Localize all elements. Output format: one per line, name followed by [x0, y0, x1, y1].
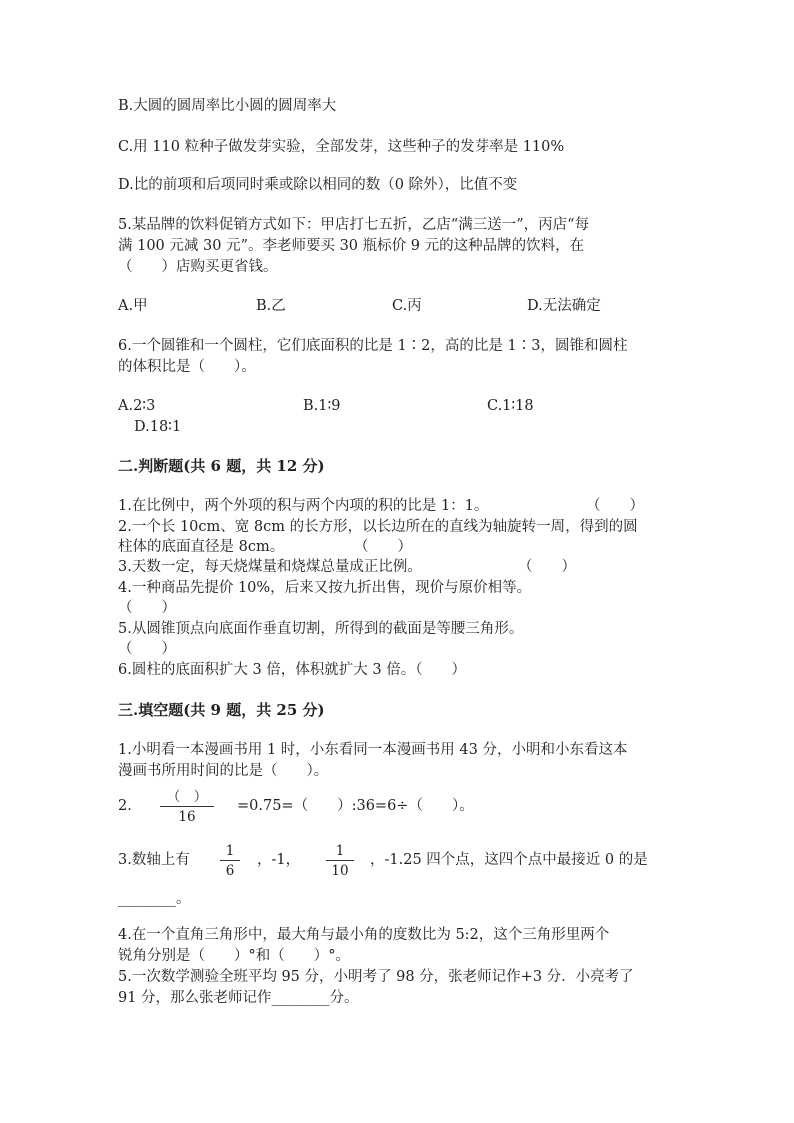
- q5-option-d: D.无法确定: [527, 298, 601, 314]
- option-d: D.比的前项和后项同时乘或除以相同的数（0 除外），比值不变: [118, 177, 518, 193]
- fill-q4-line-1: 4.在一个直角三角形中，最大角与最小角的度数比为 5:2，这个三角形里两个: [118, 927, 610, 943]
- judge-q5-answer-blank[interactable]: （ ）: [118, 641, 176, 657]
- fraction-denominator: 10: [331, 863, 349, 879]
- fill-q5-line-1: 5.一次数学测验全班平均 95 分，小明考了 98 分，张老师记作+3 分．小亮考了: [118, 969, 634, 985]
- judge-q3-answer-blank[interactable]: （ ）: [518, 559, 576, 575]
- q5-option-b: B.乙: [256, 298, 286, 314]
- fill-q3-middle-2: ，-1.25 四个点，这四个点中最接近 0 的是: [370, 852, 648, 868]
- judge-q1-answer-blank[interactable]: （ ）: [586, 498, 644, 514]
- question-5-line-2: 满 100 元减 30 元”。李老师要买 30 瓶标价 9 元的这种品牌的饮料，在: [118, 238, 585, 254]
- fill-q3-answer-blank[interactable]: ________。: [118, 891, 191, 907]
- fraction-denominator: 16: [178, 809, 196, 825]
- fill-q1-line-1: 1.小明看一本漫画书用 1 时，小东看同一本漫画书用 43 分，小明和小东看这本: [118, 742, 628, 758]
- fill-q4-line-2: 锐角分别是（ ）°和（ ）°。: [118, 948, 350, 964]
- section-heading-fill: 三.填空题(共 9 题，共 25 分): [118, 701, 325, 719]
- q6-option-b: B.1∶9: [303, 398, 341, 414]
- fill-q3-fraction-2: [326, 843, 354, 879]
- question-5-line-3: （ ）店购买更省钱。: [118, 259, 278, 275]
- judge-q2-line-2: 柱体的底面直径是 8cm。: [118, 539, 285, 555]
- fraction-denominator: 6: [225, 863, 235, 879]
- question-6-line-1: 6.一个圆锥和一个圆柱，它们底面积的比是 1∶2，高的比是 1∶3，圆锥和圆柱: [118, 338, 628, 354]
- fill-q3-fraction-1: [220, 843, 240, 879]
- fill-q2-equation: =0.75=（ ）:36=6÷（ ）。: [237, 798, 474, 814]
- option-b: B.大圆的圆周率比小圆的圆周率大: [118, 98, 337, 114]
- q5-option-a: A.甲: [118, 298, 148, 314]
- judge-q2-line-1: 2.一个长 10cm、宽 8cm 的长方形，以长边所在的直线为轴旋转一周，得到的圆: [118, 519, 638, 535]
- judge-q5: 5.从圆锥顶点向底面作垂直切割，所得到的截面是等腰三角形。: [118, 621, 524, 637]
- q6-option-c: C.1∶18: [487, 398, 534, 414]
- fill-q3-prefix: 3.数轴上有: [118, 852, 190, 868]
- fraction-numerator: 1: [220, 843, 240, 861]
- fill-q1-line-2: 漫画书所用时间的比是（ ）。: [118, 763, 329, 779]
- question-5-line-1: 5.某品牌的饮料促销方式如下：甲店打七五折，乙店“满三送一”，丙店“每: [118, 217, 590, 233]
- judge-q4: 4.一种商品先提价 10%，后来又按九折出售，现价与原价相等。: [118, 580, 532, 596]
- option-c: C.用 110 粒种子做发芽实验，全部发芽，这些种子的发芽率是 110%: [118, 139, 565, 155]
- fraction-numerator: 1: [326, 843, 354, 861]
- fraction-numerator-blank[interactable]: （ ）: [160, 789, 214, 807]
- judge-q4-answer-blank[interactable]: （ ）: [118, 600, 176, 616]
- q5-option-c: C.丙: [392, 298, 422, 314]
- judge-q3: 3.天数一定，每天烧煤量和烧煤总量成正比例。: [118, 559, 422, 575]
- q6-option-a: A.2∶3: [118, 398, 156, 414]
- judge-q6: 6.圆柱的底面积扩大 3 倍，体积就扩大 3 倍。（ ）: [118, 662, 466, 678]
- judge-q1: 1.在比例中，两个外项的积与两个内项的积的比是 1：1。: [118, 498, 489, 514]
- q6-option-d: D.18∶1: [134, 419, 182, 435]
- section-heading-judge: 二.判断题(共 6 题，共 12 分): [118, 457, 325, 475]
- fill-q2-number: 2.: [118, 798, 132, 814]
- fill-q5-line-2: 91 分，那么张老师记作________分。: [118, 990, 359, 1006]
- judge-q2-answer-blank[interactable]: （ ）: [354, 539, 412, 555]
- fill-q3-middle-1: ，-1，: [257, 852, 301, 868]
- question-6-line-2: 的体积比是（ ）。: [118, 359, 256, 375]
- fill-q2-fraction: [160, 789, 214, 825]
